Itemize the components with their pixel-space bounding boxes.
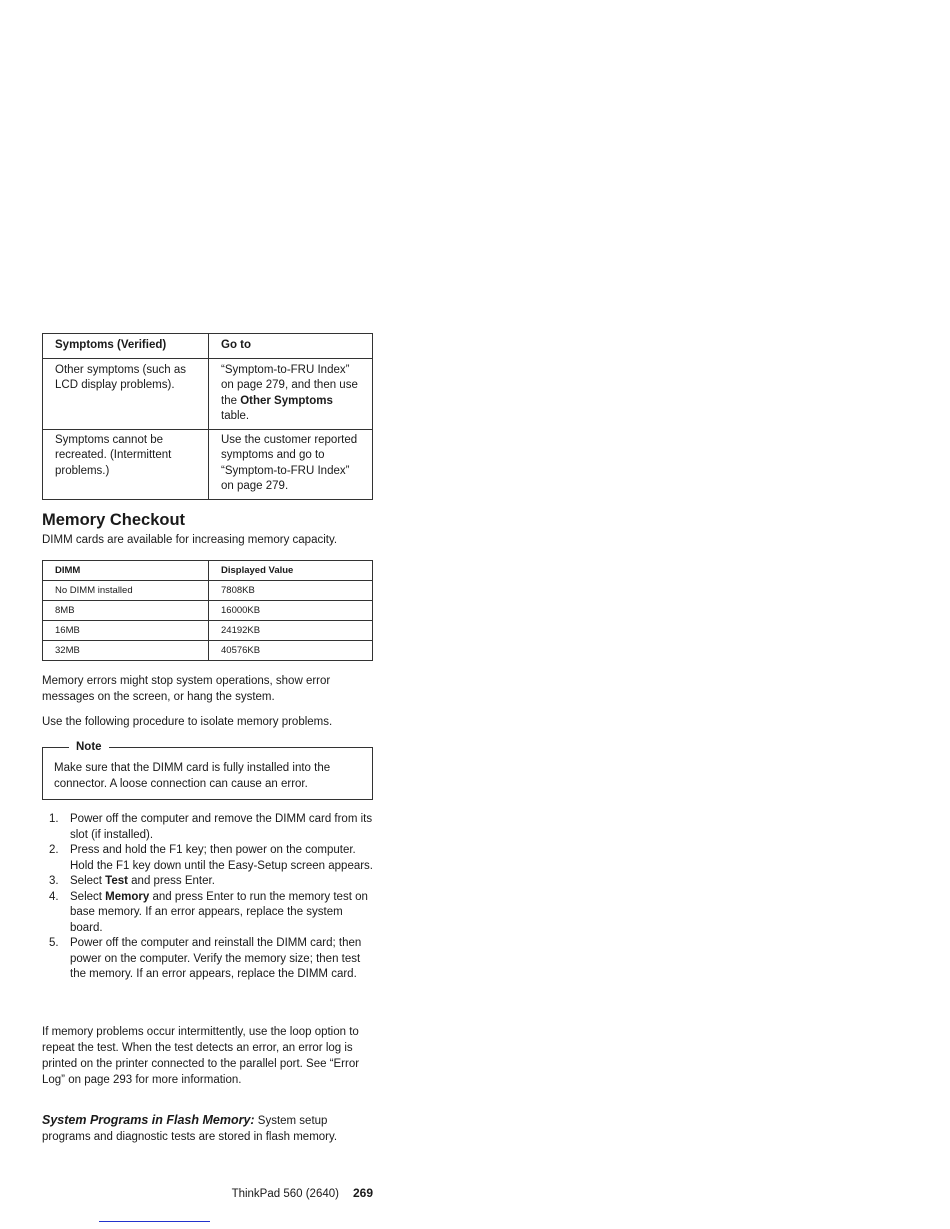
go-to-text-end: table. [221, 410, 250, 422]
table-row [43, 601, 373, 621]
dimm-table [42, 560, 373, 661]
step-text-end: and press Enter. [127, 875, 215, 887]
go-to-bold-text: Other Symptoms [240, 394, 333, 407]
footer-rule [99, 1221, 210, 1222]
intro-paragraph: DIMM cards are available for increasing memory capacity. [42, 534, 338, 546]
step-bold-text: Test [105, 875, 128, 887]
value-cell: 40576KB [209, 641, 373, 661]
note-text: Make sure that the DIMM card is fully installed into the connector. A loose connection can cause an error. [54, 762, 331, 790]
flash-memory-paragraph [42, 1112, 377, 1145]
step-text: Power off the computer and remove the DIMM card from its slot (if installed). [70, 813, 373, 841]
note-box [42, 741, 373, 800]
table-row [43, 641, 373, 661]
procedure-paragraph: Use the following procedure to isolate memory problems. [42, 716, 333, 728]
step-text: Press and hold the F1 key; then power on the computer. Hold the F1 key down until the Easy-Setup screen appears. [70, 844, 374, 872]
go-to-cell [209, 429, 373, 499]
dimm-cell: No DIMM installed [43, 581, 209, 601]
table-header-row [43, 561, 373, 581]
go-to-cell [209, 358, 373, 429]
list-item [42, 936, 377, 983]
dimm-cell: 16MB [43, 621, 209, 641]
step-text: Select [70, 890, 106, 903]
intermittent-paragraph: If memory problems occur intermittently, use the loop option to repeat the test. When the test detects an error, an error log is printed on the printer connected to the parallel port. See “Error Log” on page 293 for more information. [42, 1026, 360, 1086]
list-item [42, 812, 377, 843]
table-row [43, 621, 373, 641]
footer-book-title: ThinkPad 560 (2640) [231, 1188, 339, 1200]
list-item [42, 843, 377, 874]
page-number: 269 [352, 1186, 373, 1200]
table-header-row [43, 334, 373, 359]
dimm-cell: 8MB [43, 601, 209, 621]
step-number: 3. [49, 875, 59, 887]
value-cell: 24192KB [209, 621, 373, 641]
step-text: Power off the computer and reinstall the DIMM card; then power on the computer. Verify the memory size; then test the memory. If an error appears, replace the DIMM card. [70, 937, 362, 980]
step-text-end: and press Enter to run the memory test on base memory. If an error appears, replace the system board. [70, 890, 368, 934]
page-footer [209, 1186, 373, 1200]
step-number: 2. [49, 844, 59, 856]
column-header-dimm: DIMM [43, 561, 209, 581]
symptoms-table [42, 333, 373, 500]
step-number: 1. [49, 813, 59, 825]
symptom-cell: Symptoms cannot be recreated. (Intermittent problems.) [43, 429, 209, 499]
list-item [42, 874, 377, 890]
table-row [43, 429, 373, 499]
value-cell: 7808KB [209, 581, 373, 601]
errors-paragraph: Memory errors might stop system operations, show error messages on the screen, or hang the system. [42, 675, 331, 703]
flash-memory-text: System setup programs and diagnostic tests are stored in flash memory. [42, 1115, 338, 1143]
note-label: Note [69, 740, 109, 755]
value-cell: 16000KB [209, 601, 373, 621]
procedure-steps [42, 812, 377, 983]
go-to-text: “Symptom-to-FRU Index” on page 279, and then use the [221, 363, 358, 407]
go-to-text: Use the customer reported symptoms and go to “Symptom-to-FRU Index” on page 279. [221, 433, 358, 492]
column-header-displayed-value: Displayed Value [209, 561, 373, 581]
step-number: 5. [49, 937, 59, 949]
column-header-symptoms: Symptoms (Verified) [43, 334, 209, 359]
table-row [43, 358, 373, 429]
step-bold-text: Memory [105, 890, 150, 903]
list-item [42, 890, 377, 937]
column-header-go-to: Go to [209, 334, 373, 359]
dimm-cell: 32MB [43, 641, 209, 661]
table-row [43, 581, 373, 601]
step-number: 4. [49, 890, 59, 903]
flash-memory-heading: System Programs in Flash Memory: [42, 1113, 255, 1127]
section-title: Memory Checkout [42, 511, 186, 529]
symptom-cell: Other symptoms (such as LCD display problems). [43, 358, 209, 429]
step-text: Select [70, 875, 106, 887]
